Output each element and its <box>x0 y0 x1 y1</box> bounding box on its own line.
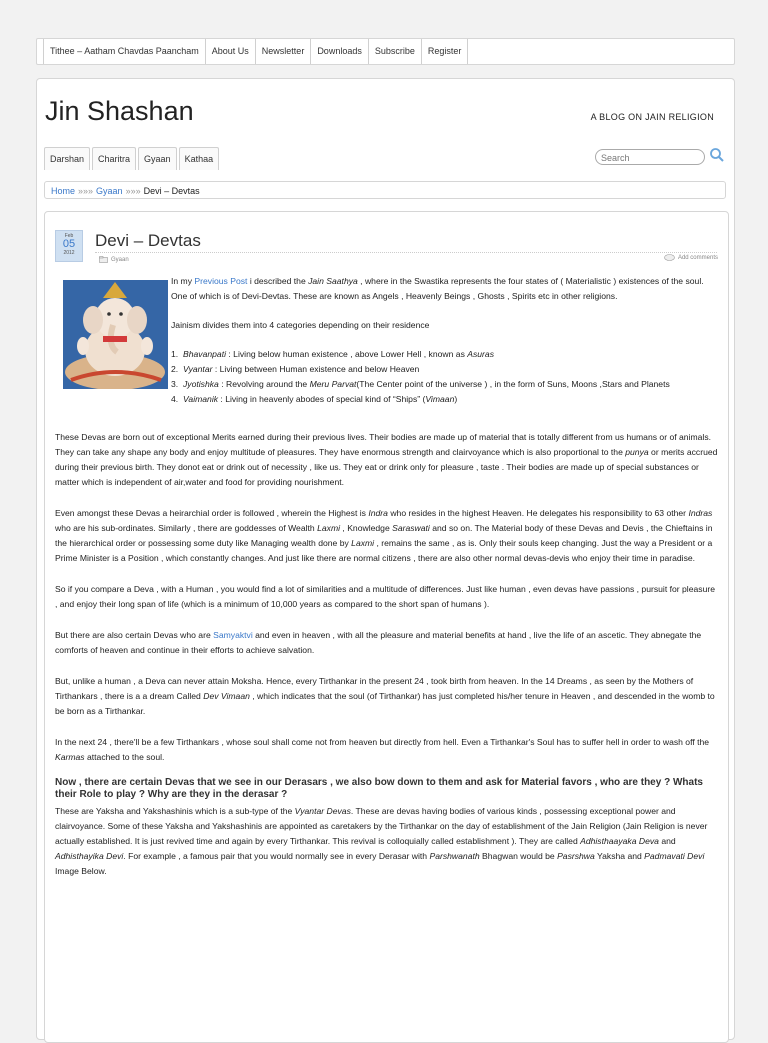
text: In the next 24 , there'll be a few Tirthankars , whose soul shall come not from heaven but directly from hell. Even a Tirthankar's Soul has to suffer hell in order to wash off the <box>55 737 710 747</box>
text: and <box>658 836 676 846</box>
paragraph <box>55 674 719 719</box>
paragraph <box>55 430 719 490</box>
text: But, unlike a human , a Deva can never attain Moksha. Hence, every Tirthankar in the present 24 , took birth from heaven. In the 14 Dreams , as seen by the Mothers of Tirthankars , there is a a dream Called <box>55 676 694 701</box>
text: Padmavati Devi <box>644 851 705 861</box>
text: . For example , a famous pair that you would normally see in every Derasar with <box>123 851 430 861</box>
catnav-charitra[interactable]: Charitra <box>92 147 136 170</box>
breadcrumb-separator: »»» <box>125 186 141 196</box>
comment-icon <box>664 254 675 262</box>
text: : Living between Human existence and below Heaven <box>212 364 420 374</box>
catnav-kathaa[interactable]: Kathaa <box>179 147 220 170</box>
text: Saraswati <box>392 523 430 533</box>
list-item <box>171 347 721 362</box>
text: Laxmi <box>317 523 341 533</box>
paragraph <box>55 506 719 566</box>
list-term: Bhavanpati <box>183 349 227 359</box>
category-navigation <box>44 147 221 170</box>
topnav-about-us[interactable]: About Us <box>205 39 255 64</box>
text: Parshwanath <box>429 851 480 861</box>
text: , remains the same , as is. Only their souls keep changing. Just the way a President or a Prime Minister is a Position , which constantly changes. And just like there are normal citizens , there are also other normal devas-devis who enjoy their time in paradise. <box>55 538 713 563</box>
top-navigation <box>36 38 735 65</box>
breadcrumb <box>44 181 726 199</box>
text: These Devas are born out of exceptional Merits earned during their previous lives. Their bodies are made up of material that is totally different from us humans or of animals. They can take any shape any body and enjoy multitude of pleasures. They have enormous strength and clairvoyance which is also proportional to the <box>55 432 712 457</box>
post-date-day: 05 <box>62 238 76 250</box>
post-date-year: 2012 <box>63 250 75 256</box>
text: : Living below human existence , above Lower Hell , known as <box>226 349 468 359</box>
text: Vyantar Devas <box>294 806 351 816</box>
text: Jain Saathya <box>308 276 358 286</box>
add-comments-link[interactable]: Add comments <box>677 255 718 261</box>
text: attached to the soul. <box>84 752 165 762</box>
section-heading: Now , there are certain Devas that we see in our Derasars , we also bow down to them and ask for Material favors , who are they ? Whats their Role to play ? Why are they in the derasar ? <box>55 777 703 800</box>
list-item <box>171 377 721 392</box>
intro-paragraph <box>171 274 721 304</box>
topnav-tithee[interactable]: Tithee – Aatham Chavdas Paancham <box>43 39 205 64</box>
intro-paragraph-2: Jainism divides them into 4 categories depending on their residence <box>171 320 430 330</box>
text: Pasrshwa <box>557 851 595 861</box>
text: Yaksha and <box>594 851 645 861</box>
text: But there are also certain Devas who are <box>55 630 214 640</box>
post-category-link[interactable]: Gyaan <box>111 256 129 263</box>
paragraph: So if you compare a Deva , with a Human , you would find a lot of similarities and a multitude of differences. Just like human , even devas have passions , pursuit for pleasure , and enjoy their long span of life (which is a minimum of 10,000 years as compared to the short span of humans ). <box>55 584 715 609</box>
list-item <box>171 392 721 407</box>
post-article <box>44 211 729 1043</box>
text: Adhisthayika Devi <box>55 851 124 861</box>
text: : Revolving around the <box>218 379 310 389</box>
site-tagline: A BLOG ON JAIN RELIGION <box>590 112 714 122</box>
list-number: 4. <box>171 394 179 404</box>
catnav-gyaan[interactable]: Gyaan <box>138 147 177 170</box>
folder-icon <box>99 256 108 263</box>
topnav-subscribe[interactable]: Subscribe <box>368 39 421 64</box>
samyaktvi-link[interactable]: Samyaktvi <box>213 630 253 640</box>
breadcrumb-separator: »»» <box>78 186 94 196</box>
list-term: Meru Parvat <box>309 379 357 389</box>
text: ) <box>454 394 458 404</box>
category-list <box>171 347 721 407</box>
text: Karmas <box>55 752 85 762</box>
title-divider <box>95 252 717 253</box>
post-comments <box>664 254 718 262</box>
list-term: Vaimanik <box>183 394 219 404</box>
text: , which indicates that the soul (of Tirthankar) has just completed his/her tenure in Heaven , and descended in the womb to be born as a Tirthankar. <box>55 691 715 716</box>
text: (The Center point of the universe ) , in the form of Suns, Moons ,Stars and Planets <box>356 379 670 389</box>
text: Adhisthaayaka Deva <box>580 836 659 846</box>
list-term: Vimaan <box>425 394 455 404</box>
paragraph <box>55 628 719 658</box>
text: These are Yaksha and Yakshashinis which is a sub-type of the <box>55 806 295 816</box>
catnav-darshan[interactable]: Darshan <box>44 147 90 170</box>
text: punya <box>625 447 649 457</box>
post-date-month: Feb <box>64 233 74 239</box>
list-term: Asuras <box>467 349 494 359</box>
ganesha-image <box>63 280 168 389</box>
text: who resides in the highest Heaven. He delegates his responsibility to 63 other <box>387 508 689 518</box>
text: Bhagwan would be <box>479 851 558 861</box>
paragraph <box>55 735 719 765</box>
text: . These are devas having bodies of various kinds , possessing exceptional power and clairvoyance. Some of these Yaksha and Yakshashinis are appointed as caretakers by the Tirthankar on the day of establishment of the Jain Religion (Jain Religion is never actually established. It is just revived time and again by every Tirthankar. This revival is colloquially called establishment ). They are called <box>55 806 708 846</box>
text: who are his sub-ordinates. Similarly , there are goddesses of Wealth <box>55 523 318 533</box>
breadcrumb-home[interactable]: Home <box>51 186 76 196</box>
topnav-register[interactable]: Register <box>421 39 469 64</box>
post-intro <box>171 274 721 407</box>
list-item <box>171 362 721 377</box>
text: : Living in heavenly abodes of special kind of “Ships” ( <box>218 394 426 404</box>
text: , where in the Swastika represents the four states of ( Materialistic ) existences of the soul. One of which is of Devi-Devtas. These are known as Angels , Heavenly Beings , Ghosts , Spirits etc in other religions. <box>171 276 704 301</box>
text: Image Below. <box>55 866 107 876</box>
list-number: 2. <box>171 364 179 374</box>
page-container <box>36 78 735 1040</box>
text: and so on. The Material body of these Devas and Devis , the Chieftains in the hierarchical order or possessing some duty like Managing wealth done by <box>55 523 713 548</box>
post-title[interactable]: Devi – Devtas <box>95 231 201 250</box>
text: or merits accrued during their previous birth. They donot eat or drink out of necessity , like us. They eat or drink only for pleasure , taste . Their bodies are made up of special substances or matter which is independent of air,water and food for providing nourishment. <box>55 447 718 487</box>
search-input[interactable]: Search <box>595 149 705 165</box>
breadcrumb-current: Devi – Devtas <box>143 186 200 196</box>
text: , Knowledge <box>340 523 393 533</box>
text: Laxmi <box>351 538 375 548</box>
text: Indras <box>688 508 713 518</box>
post-body <box>55 430 719 879</box>
text: and even in heaven , with all the pleasure and material benefits at hand , live the life of an ascetic. They abnegate the comforts of heaven and continue in their efforts to achieve salvation. <box>55 630 702 655</box>
list-number: 1. <box>171 349 179 359</box>
text: i described the <box>247 276 309 286</box>
text: Indra <box>368 508 388 518</box>
post-date-badge <box>55 230 83 262</box>
ganesha-illustration <box>63 280 168 389</box>
topnav-downloads[interactable]: Downloads <box>310 39 368 64</box>
search-icon[interactable] <box>709 147 725 163</box>
paragraph <box>55 804 719 879</box>
list-term: Jyotishka <box>183 379 219 389</box>
topnav-newsletter[interactable]: Newsletter <box>255 39 311 64</box>
list-number: 3. <box>171 379 179 389</box>
text: Dev Vimaan <box>203 691 250 701</box>
site-title[interactable]: Jin Shashan <box>45 96 194 126</box>
text: In my <box>171 276 195 286</box>
post-category <box>99 256 129 263</box>
previous-post-link[interactable]: Previous Post <box>194 276 248 286</box>
text: Even amongst these Devas a heirarchial order is followed , wherein the Highest is <box>55 508 369 518</box>
list-term: Vyantar <box>183 364 213 374</box>
breadcrumb-category[interactable]: Gyaan <box>96 186 123 196</box>
